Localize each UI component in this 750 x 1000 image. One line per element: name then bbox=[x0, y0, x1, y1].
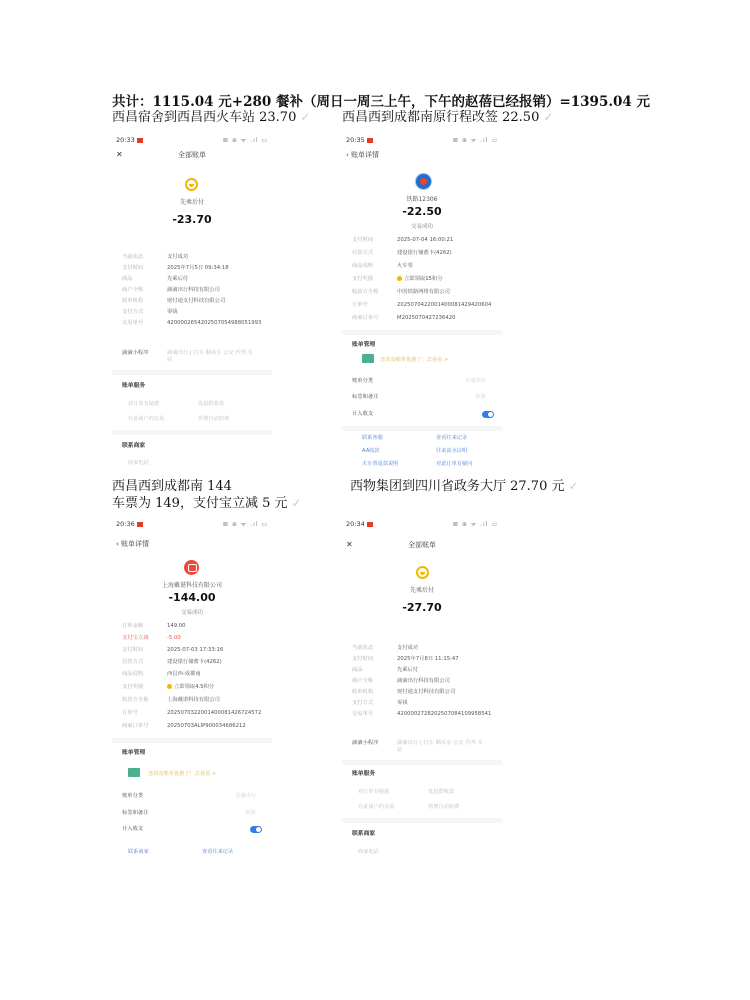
caption-3-line2-text: 车票为 149，支付宝立减 5 元 bbox=[112, 496, 288, 511]
notification-icon bbox=[137, 138, 143, 143]
caption-1 bbox=[112, 109, 310, 126]
status-icons: ⊠ ⊕ ᯤ .ıl ▭ bbox=[452, 137, 498, 144]
screenshot-alipay-bill-3 bbox=[112, 518, 272, 863]
row-key: 收单机构 bbox=[122, 298, 144, 304]
mini-program-row[interactable] bbox=[122, 350, 253, 364]
action-link[interactable]: 查看往来记录 bbox=[202, 849, 234, 855]
detail-row bbox=[352, 667, 418, 674]
row-value: 零钱 bbox=[167, 309, 178, 315]
row-key: 交易单号 bbox=[122, 320, 144, 326]
row-value: 支付成功 bbox=[397, 645, 419, 651]
detail-row bbox=[352, 237, 453, 244]
row-value: 2025070422001400081429420604 bbox=[397, 302, 492, 308]
caption-1-text: 西昌宿舍到西昌西火车站 23.70 bbox=[112, 110, 297, 125]
check-mark-icon: ✓ bbox=[568, 479, 579, 493]
action-link[interactable]: 对此订单有疑问 bbox=[436, 461, 473, 467]
back-button[interactable]: ‹ 账单详情 bbox=[116, 540, 150, 548]
row-key: 商品说明 bbox=[352, 263, 374, 269]
detail-row bbox=[352, 302, 491, 309]
divider bbox=[112, 370, 272, 375]
row-value: 财付通支付科技有限公司 bbox=[397, 689, 456, 695]
contact-phone-link[interactable]: 商家电话 bbox=[128, 460, 149, 466]
row-value: 交通出行 bbox=[235, 793, 257, 799]
row-value: -5.00 bbox=[167, 635, 181, 641]
merchant-logo-icon bbox=[184, 560, 199, 575]
row-value: 支付成功 bbox=[167, 254, 189, 260]
service-item[interactable]: 对订单有疑惑 bbox=[128, 401, 160, 407]
action-link[interactable]: 火车票退款说明 bbox=[362, 461, 399, 467]
row-value: 火车票 bbox=[397, 263, 413, 269]
detail-row bbox=[352, 645, 418, 652]
row-value: 财付通支付科技有限公司 bbox=[167, 298, 226, 304]
nav-title: 账单详情 bbox=[351, 151, 380, 159]
detail-row bbox=[352, 315, 456, 322]
back-button[interactable]: ‹ 账单详情 bbox=[346, 151, 380, 159]
mini-program-row[interactable] bbox=[352, 740, 483, 754]
didi-logo-icon bbox=[416, 566, 429, 579]
detail-row bbox=[122, 671, 201, 678]
detail-row bbox=[352, 689, 455, 696]
amount: -22.50 bbox=[402, 205, 442, 218]
banner-icon bbox=[128, 768, 140, 777]
merchant-name: 先乘后付 bbox=[179, 199, 204, 206]
reward-text: 立即领取4.5积分 bbox=[174, 684, 215, 690]
row-key: 支付奖励 bbox=[352, 276, 374, 282]
service-item[interactable]: 在此商户的交易 bbox=[358, 804, 395, 810]
divider bbox=[112, 738, 272, 743]
detail-row bbox=[122, 723, 246, 730]
contact-heading: 联系商家 bbox=[122, 443, 146, 449]
action-link[interactable]: 往来流水证明 bbox=[436, 448, 468, 454]
status-time: 20:35 bbox=[346, 136, 365, 144]
row-key: 商家订单号 bbox=[352, 315, 379, 321]
status-time: 20:33 bbox=[116, 136, 135, 144]
detail-row bbox=[122, 659, 222, 666]
category-row[interactable] bbox=[122, 793, 256, 800]
divider bbox=[342, 760, 502, 765]
row-key: 付款方式 bbox=[352, 250, 374, 256]
row-key: 交易单号 bbox=[352, 711, 374, 717]
summary-total: 共计：1115.04 元+280 餐补（周日一周三上午，下午的赵蓓已经报销）=1395.04 元 bbox=[112, 94, 651, 110]
merchant-name: 铁路12306 bbox=[406, 196, 438, 203]
detail-row bbox=[352, 263, 413, 270]
count-row bbox=[122, 826, 167, 833]
merchant-name: 先乘后付 bbox=[409, 587, 434, 594]
detail-row bbox=[122, 276, 188, 283]
row-key: 收款方全称 bbox=[352, 289, 379, 295]
row-key: 支付时间 bbox=[352, 237, 374, 243]
mini-program-text: 滴滴出行 | 打车 顺风车 公交 代驾 车 bbox=[397, 740, 484, 746]
didi-logo-icon bbox=[185, 178, 198, 191]
row-value: 2025070322001400081426724572 bbox=[167, 710, 262, 716]
row-key: 支付宝立减 bbox=[122, 635, 149, 641]
caption-3-line1: 西昌西到成都南 144 bbox=[112, 479, 232, 494]
detail-row bbox=[122, 710, 261, 717]
detail-row bbox=[122, 635, 181, 642]
check-mark-icon: ✓ bbox=[291, 496, 302, 510]
divider bbox=[342, 818, 502, 823]
row-value bbox=[397, 740, 483, 754]
detail-row bbox=[122, 309, 178, 316]
amount: -23.70 bbox=[172, 213, 212, 226]
row-value: 20250703ALIP900034686212 bbox=[167, 723, 246, 729]
status-time-wrap bbox=[346, 520, 373, 528]
row-value: 中国铁路网络有限公司 bbox=[397, 289, 450, 295]
status-icons: ⊠ ⊕ ᯤ .ıl ▭ bbox=[222, 521, 268, 528]
mini-program-text: 滴滴出行 | 打车 顺风车 公交 代驾 车 bbox=[167, 350, 254, 356]
status-bar bbox=[112, 134, 272, 146]
divider bbox=[112, 430, 272, 435]
detail-row bbox=[352, 289, 450, 296]
caption-4-text: 西物集团到四川省政务大厅 27.70 元 bbox=[350, 479, 565, 494]
service-item[interactable]: 对订单有疑惑 bbox=[358, 789, 390, 795]
row-value: 4200002654202507054988051993 bbox=[167, 320, 262, 326]
nav-bar bbox=[342, 540, 502, 552]
row-value: 2025年7月5日 09:34:18 bbox=[167, 265, 229, 271]
notification-icon bbox=[367, 522, 373, 527]
status-time: 20:34 bbox=[346, 520, 365, 528]
row-value: 149.00 bbox=[167, 623, 186, 629]
promo-banner[interactable]: 还款及账单优惠了！去看看 > bbox=[380, 357, 449, 363]
caption-3-line2 bbox=[112, 495, 302, 512]
row-key: 订单金额 bbox=[122, 623, 144, 629]
divider bbox=[342, 426, 502, 431]
row-key: 商品 bbox=[352, 667, 363, 673]
row-value: 2025-07-04 16:00:21 bbox=[397, 237, 454, 243]
row-key: 账单分类 bbox=[122, 793, 144, 799]
row-key: 商品说明 bbox=[122, 671, 144, 677]
row-value: 建设银行储蓄卡(4262) bbox=[397, 250, 452, 256]
row-key: 支付方式 bbox=[122, 309, 144, 315]
detail-row bbox=[122, 298, 225, 305]
row-value: 2025年7月8日 11:15:47 bbox=[397, 656, 459, 662]
row-key: 订单号 bbox=[352, 302, 368, 308]
detail-row bbox=[122, 647, 223, 654]
row-value: 建设银行储蓄卡(4262) bbox=[167, 659, 222, 665]
service-item[interactable]: 发起群收款 bbox=[198, 401, 224, 407]
nav-bar bbox=[342, 150, 502, 162]
service-item[interactable]: 发起群收款 bbox=[428, 789, 454, 795]
row-key: 商户全称 bbox=[122, 287, 144, 293]
mini-program-text-2: 站 bbox=[397, 747, 403, 753]
detail-row bbox=[122, 265, 229, 272]
row-key: 标签和备注 bbox=[122, 810, 149, 816]
row-key: 商家订单号 bbox=[122, 723, 149, 729]
close-icon[interactable]: ✕ bbox=[346, 540, 353, 549]
status-time-wrap bbox=[346, 136, 373, 144]
railway-logo-icon bbox=[416, 174, 431, 189]
banner-icon bbox=[362, 354, 374, 363]
transaction-status: 交易成功 bbox=[410, 224, 433, 230]
close-icon[interactable]: ✕ bbox=[116, 150, 123, 159]
reward-coin-icon bbox=[397, 276, 402, 281]
reward-text: 立即领取15积分 bbox=[404, 276, 443, 282]
bill-management-heading: 账单管理 bbox=[352, 342, 376, 348]
row-key: 当前状态 bbox=[122, 254, 144, 260]
screenshot-wechat-bill-4 bbox=[342, 518, 502, 863]
count-toggle[interactable] bbox=[250, 826, 262, 833]
status-bar bbox=[342, 518, 502, 530]
row-value: 交通出行 bbox=[465, 378, 487, 384]
amount: -144.00 bbox=[168, 591, 216, 604]
contact-phone-link[interactable]: 商家电话 bbox=[358, 849, 379, 855]
row-key: 支付时间 bbox=[352, 656, 374, 662]
tags-row[interactable] bbox=[352, 394, 486, 401]
status-icons: ⊠ ⊕ ᯤ .ıl ▭ bbox=[222, 137, 268, 144]
row-key: 付款方式 bbox=[122, 659, 144, 665]
row-key: 商户全称 bbox=[352, 678, 374, 684]
row-value: 4200002728202507084109958541 bbox=[397, 711, 492, 717]
service-item[interactable]: 管理自动扣费 bbox=[198, 416, 230, 422]
row-key: 标签和备注 bbox=[352, 394, 379, 400]
caption-3 bbox=[112, 478, 302, 512]
category-row[interactable] bbox=[352, 378, 486, 385]
status-bar bbox=[342, 134, 502, 146]
divider bbox=[342, 330, 502, 335]
nav-bar bbox=[112, 150, 272, 162]
nav-title: 账单详情 bbox=[121, 540, 150, 548]
row-key: 支付方式 bbox=[352, 700, 374, 706]
check-mark-icon: ✓ bbox=[543, 110, 554, 124]
service-heading: 账单服务 bbox=[122, 383, 146, 389]
row-key: 收单机构 bbox=[352, 689, 374, 695]
row-key: 商品 bbox=[122, 276, 133, 282]
status-bar bbox=[112, 518, 272, 530]
detail-row bbox=[352, 250, 452, 257]
row-key: 账单分类 bbox=[352, 378, 374, 384]
row-value: 西昌西-成都南 bbox=[167, 671, 201, 677]
row-key: 支付奖励 bbox=[122, 684, 144, 690]
detail-row bbox=[122, 623, 186, 630]
caption-4 bbox=[350, 478, 579, 495]
row-value: 滴滴出行科技有限公司 bbox=[167, 287, 220, 293]
count-row bbox=[352, 411, 397, 418]
detail-row bbox=[122, 697, 220, 704]
check-mark-icon: ✓ bbox=[300, 110, 311, 124]
detail-row bbox=[122, 320, 261, 327]
count-toggle[interactable] bbox=[482, 411, 494, 418]
row-key: 当前状态 bbox=[352, 645, 374, 651]
row-value: 添加 bbox=[245, 810, 256, 816]
notification-icon bbox=[367, 138, 373, 143]
amount: -27.70 bbox=[402, 601, 442, 614]
row-key: 订单号 bbox=[122, 710, 138, 716]
contact-heading: 联系商家 bbox=[352, 831, 376, 837]
row-value: 先乘后付 bbox=[167, 276, 189, 282]
service-heading: 账单服务 bbox=[352, 771, 376, 777]
bill-management-heading: 账单管理 bbox=[122, 750, 146, 756]
row-value: 滴滴出行科技有限公司 bbox=[397, 678, 450, 684]
detail-row bbox=[352, 656, 459, 663]
row-value: 零钱 bbox=[397, 700, 408, 706]
row-value bbox=[167, 350, 253, 364]
action-link[interactable]: AA收款 bbox=[362, 448, 380, 454]
row-key: 滴滴小程序 bbox=[122, 350, 149, 356]
screenshot-alipay-bill-2 bbox=[342, 134, 502, 474]
row-value: 添加 bbox=[475, 394, 486, 400]
detail-row bbox=[352, 678, 450, 685]
row-key: 支付时间 bbox=[122, 647, 144, 653]
detail-row bbox=[352, 711, 491, 718]
status-time: 20:36 bbox=[116, 520, 135, 528]
row-value: 先乘后付 bbox=[397, 667, 419, 673]
row-key: 计入收支 bbox=[122, 826, 144, 832]
reward-coin-icon bbox=[167, 684, 172, 689]
row-value bbox=[397, 276, 443, 283]
row-key: 收款方全称 bbox=[122, 697, 149, 703]
detail-row bbox=[122, 287, 220, 294]
action-link[interactable]: 联系商家 bbox=[128, 849, 149, 855]
caption-2-text: 西昌西到成都南原行程改签 22.50 bbox=[342, 110, 540, 125]
action-link[interactable]: 联系客服 bbox=[362, 435, 383, 441]
row-value: M2025070427236420 bbox=[397, 315, 456, 321]
status-time-wrap bbox=[116, 136, 143, 144]
detail-row[interactable] bbox=[122, 684, 214, 691]
status-time-wrap bbox=[116, 520, 143, 528]
mini-program-text-2: 站 bbox=[167, 357, 173, 363]
status-icons: ⊠ ⊕ ᯤ .ıl ▭ bbox=[452, 521, 498, 528]
notification-icon bbox=[137, 522, 143, 527]
row-key: 支付时间 bbox=[122, 265, 144, 271]
row-key: 计入收支 bbox=[352, 411, 374, 417]
row-value bbox=[167, 684, 214, 691]
detail-row bbox=[352, 700, 408, 707]
nav-title: 全部账单 bbox=[178, 151, 206, 159]
detail-row bbox=[122, 254, 188, 261]
detail-row[interactable] bbox=[352, 276, 443, 283]
caption-2 bbox=[342, 109, 553, 126]
row-value: 上海戴谌科技有限公司 bbox=[167, 697, 220, 703]
nav-bar bbox=[112, 539, 272, 551]
action-link[interactable]: 查看往来记录 bbox=[436, 435, 468, 441]
nav-title: 全部账单 bbox=[408, 541, 436, 549]
row-value: 2025-07-03 17:33:16 bbox=[167, 647, 224, 653]
service-item[interactable]: 管理自动扣费 bbox=[428, 804, 460, 810]
screenshot-wechat-bill-1 bbox=[112, 134, 272, 474]
transaction-status: 交易成功 bbox=[180, 610, 203, 616]
row-key: 滴滴小程序 bbox=[352, 740, 379, 746]
promo-banner[interactable]: 还款及账单优惠了！去看看 > bbox=[148, 771, 217, 777]
tags-row[interactable] bbox=[122, 810, 256, 817]
service-item[interactable]: 在此商户的交易 bbox=[128, 416, 165, 422]
merchant-name: 上海戴谌科技有限公司 bbox=[161, 582, 222, 589]
